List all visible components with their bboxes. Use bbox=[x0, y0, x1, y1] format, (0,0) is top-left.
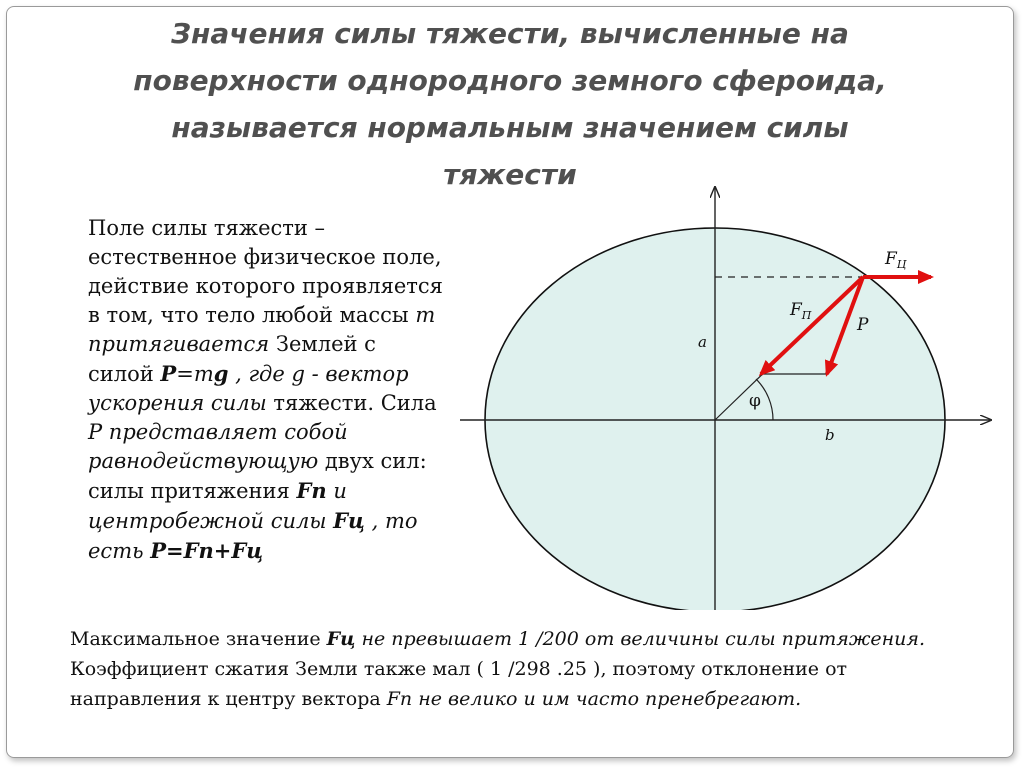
title-line-3: называется нормальным значением силы bbox=[171, 111, 849, 144]
mass-symbol: m bbox=[415, 303, 436, 327]
title-line-4: тяжести bbox=[443, 158, 577, 191]
text-segment: и центробежной силы bbox=[88, 479, 347, 533]
a-label: a bbox=[698, 333, 707, 351]
final-formula: P=Fп+Fц bbox=[150, 538, 264, 563]
text-segment: не велико и им часто пренебрегают. bbox=[412, 688, 802, 710]
gravity-field-paragraph bbox=[88, 214, 448, 566]
title-line-2: поверхности однородного земного сфероида, bbox=[133, 64, 887, 97]
formula-g: g bbox=[213, 361, 229, 386]
force-fp: Fп bbox=[296, 478, 327, 503]
text-segment: Землей с силой bbox=[88, 332, 376, 386]
text-segment: Коэффициент сжатия Земли также мал ( 1 /298 .25 ), поэтому отклонение от направления к центру вектора bbox=[70, 658, 848, 710]
formula-eq: =m bbox=[176, 362, 214, 386]
text-segment: P представляет собой равнодействующую bbox=[88, 420, 348, 473]
b-label: b bbox=[825, 426, 835, 444]
text-segment: Максимальное значение bbox=[70, 628, 327, 650]
text-segment: двух сил: силы притяжения bbox=[88, 449, 427, 503]
text-segment: , то есть bbox=[88, 509, 418, 563]
text-segment: Поле силы тяжести – естественное физическое поле, действие которого проявляется в том, что тело любой массы bbox=[88, 216, 443, 327]
text-segment: притягивается bbox=[88, 332, 270, 356]
force-fc: Fц bbox=[333, 508, 365, 533]
title-line-1: Значения силы тяжести, вычисленные на bbox=[171, 17, 849, 50]
text-segment: не превышает 1 /200 от величины силы притяжения. bbox=[355, 628, 926, 650]
bottom-paragraph bbox=[70, 624, 980, 714]
text-segment: тяжести. Сила bbox=[266, 391, 437, 415]
text-segment: , где g - вектор ускорения силы bbox=[88, 362, 409, 415]
slide-title bbox=[60, 10, 960, 198]
earth-spheroid-diagram bbox=[455, 180, 1000, 610]
p-label: P bbox=[857, 315, 869, 335]
fc-label: $F_Ц$ bbox=[885, 249, 907, 271]
fp-label: $F_П$ bbox=[790, 300, 812, 322]
formula-p: P bbox=[160, 361, 177, 386]
force-fp: Fп bbox=[386, 688, 413, 710]
phi-label: φ bbox=[749, 391, 761, 411]
force-fc: Fц bbox=[326, 628, 356, 650]
